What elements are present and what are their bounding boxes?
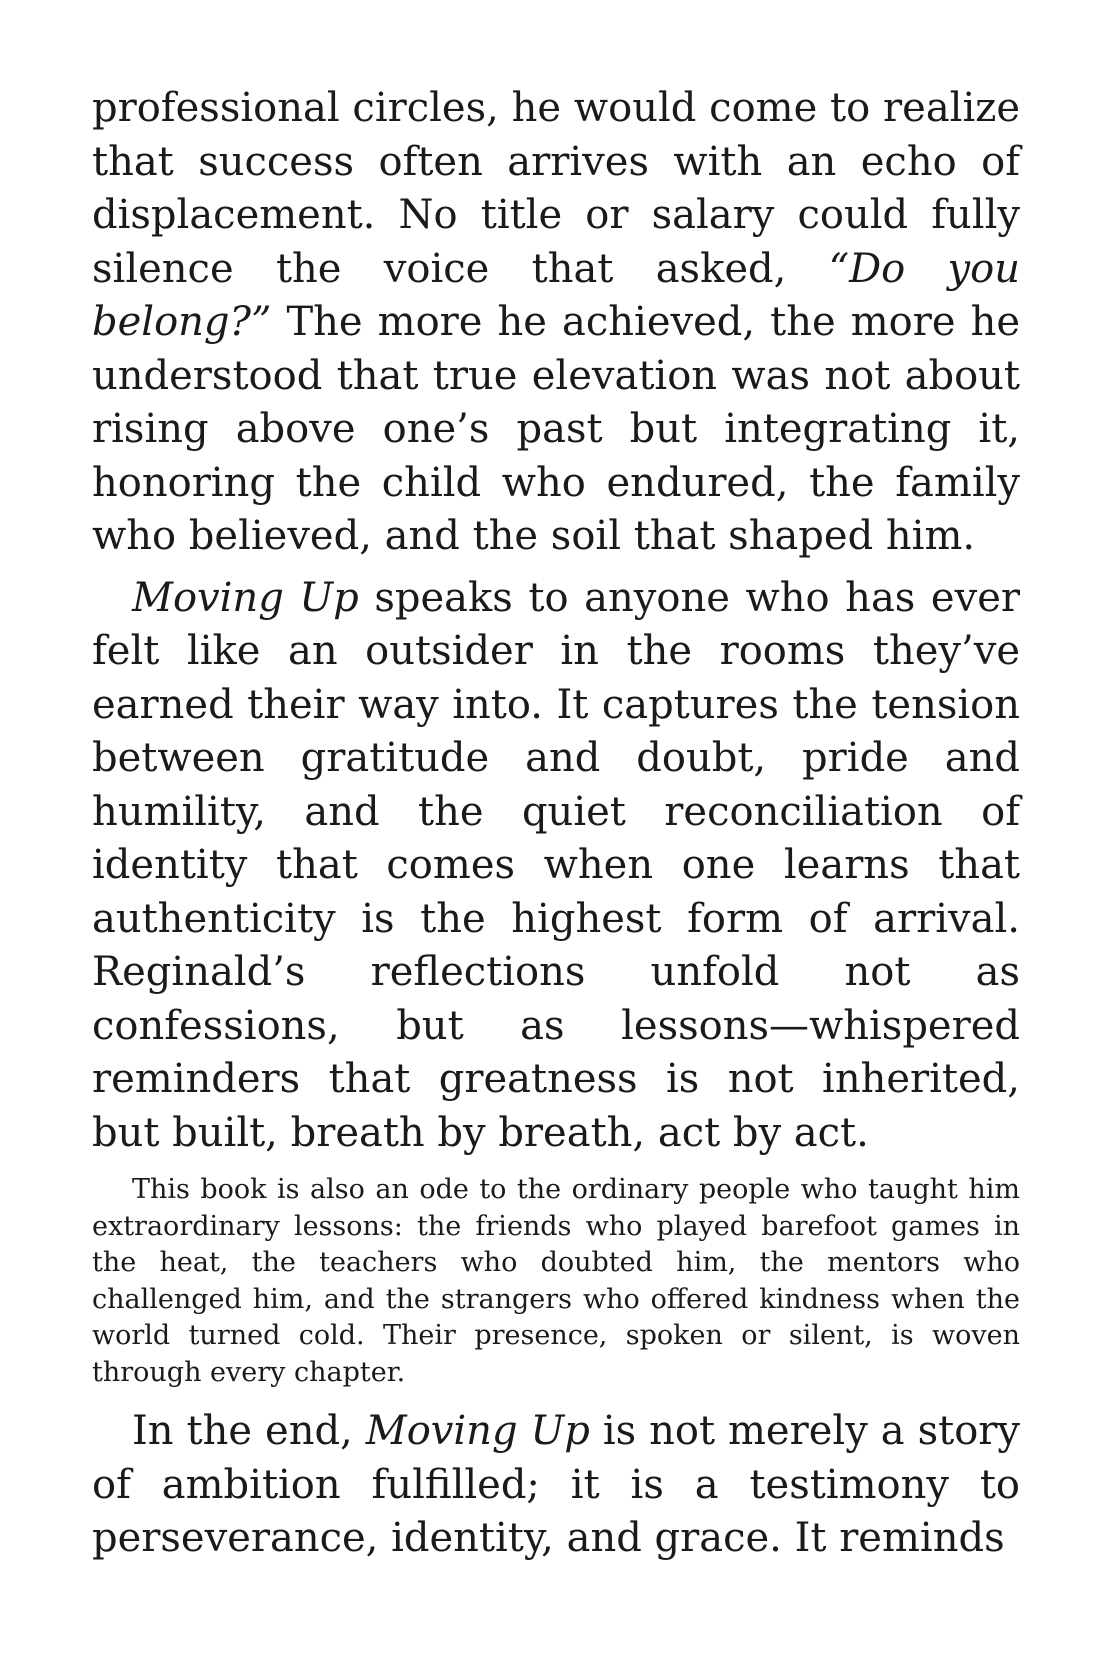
paragraph-2-text: speaks to anyone who has ever felt like an outsider in the rooms they’ve earned their way into. It captures the tension between gratitude and doubt, pride and humility, and the quiet reconciliation of identity that comes when one learns that authenticity is the highest form of arrival. Reginald’s reflections unfold not as confessions, but as lessons—whispered reminders that greatness is not inherited, but built, breath by breath, act by act. [92, 574, 1020, 1156]
paragraph-3 [92, 1172, 1020, 1391]
paragraph-1-text-1: professional circles, he would come to realize that success often arrives with an echo of displacement. No title or salary could fully silence the voice that asked, [92, 85, 1020, 292]
paragraph-1-quote: “Do you belong?” [92, 245, 1020, 345]
paragraph-3-text: This book is also an ode to the ordinary people who taught him extraordinary lessons: the friends who played barefoot games in the heat, the teachers who doubted him, the mentors who challenged him, and the strangers who offered kindness when the world turned cold. Their presence, spoken or silent, is woven through every chapter. [92, 1174, 1020, 1388]
paragraph-4-text-1: In the end, [132, 1408, 366, 1454]
paragraph-2 [92, 572, 1020, 1161]
book-title: Moving Up [365, 1408, 590, 1454]
paragraph-4 [92, 1405, 1020, 1566]
paragraph-4-text-2: is not merely a story of ambition fulfilled; it is a testimony to perseverance, identity, and grace. It reminds [92, 1408, 1020, 1561]
paragraph-1-text-2: The more he achieved, the more he understood that true elevation was not about rising above one’s past but integrating it, honoring the child who endured, the family who believed, and the soil that shaped him. [92, 299, 1020, 559]
paragraph-1 [92, 82, 1020, 564]
page-content [92, 82, 1020, 1566]
book-title: Moving Up [132, 574, 359, 621]
